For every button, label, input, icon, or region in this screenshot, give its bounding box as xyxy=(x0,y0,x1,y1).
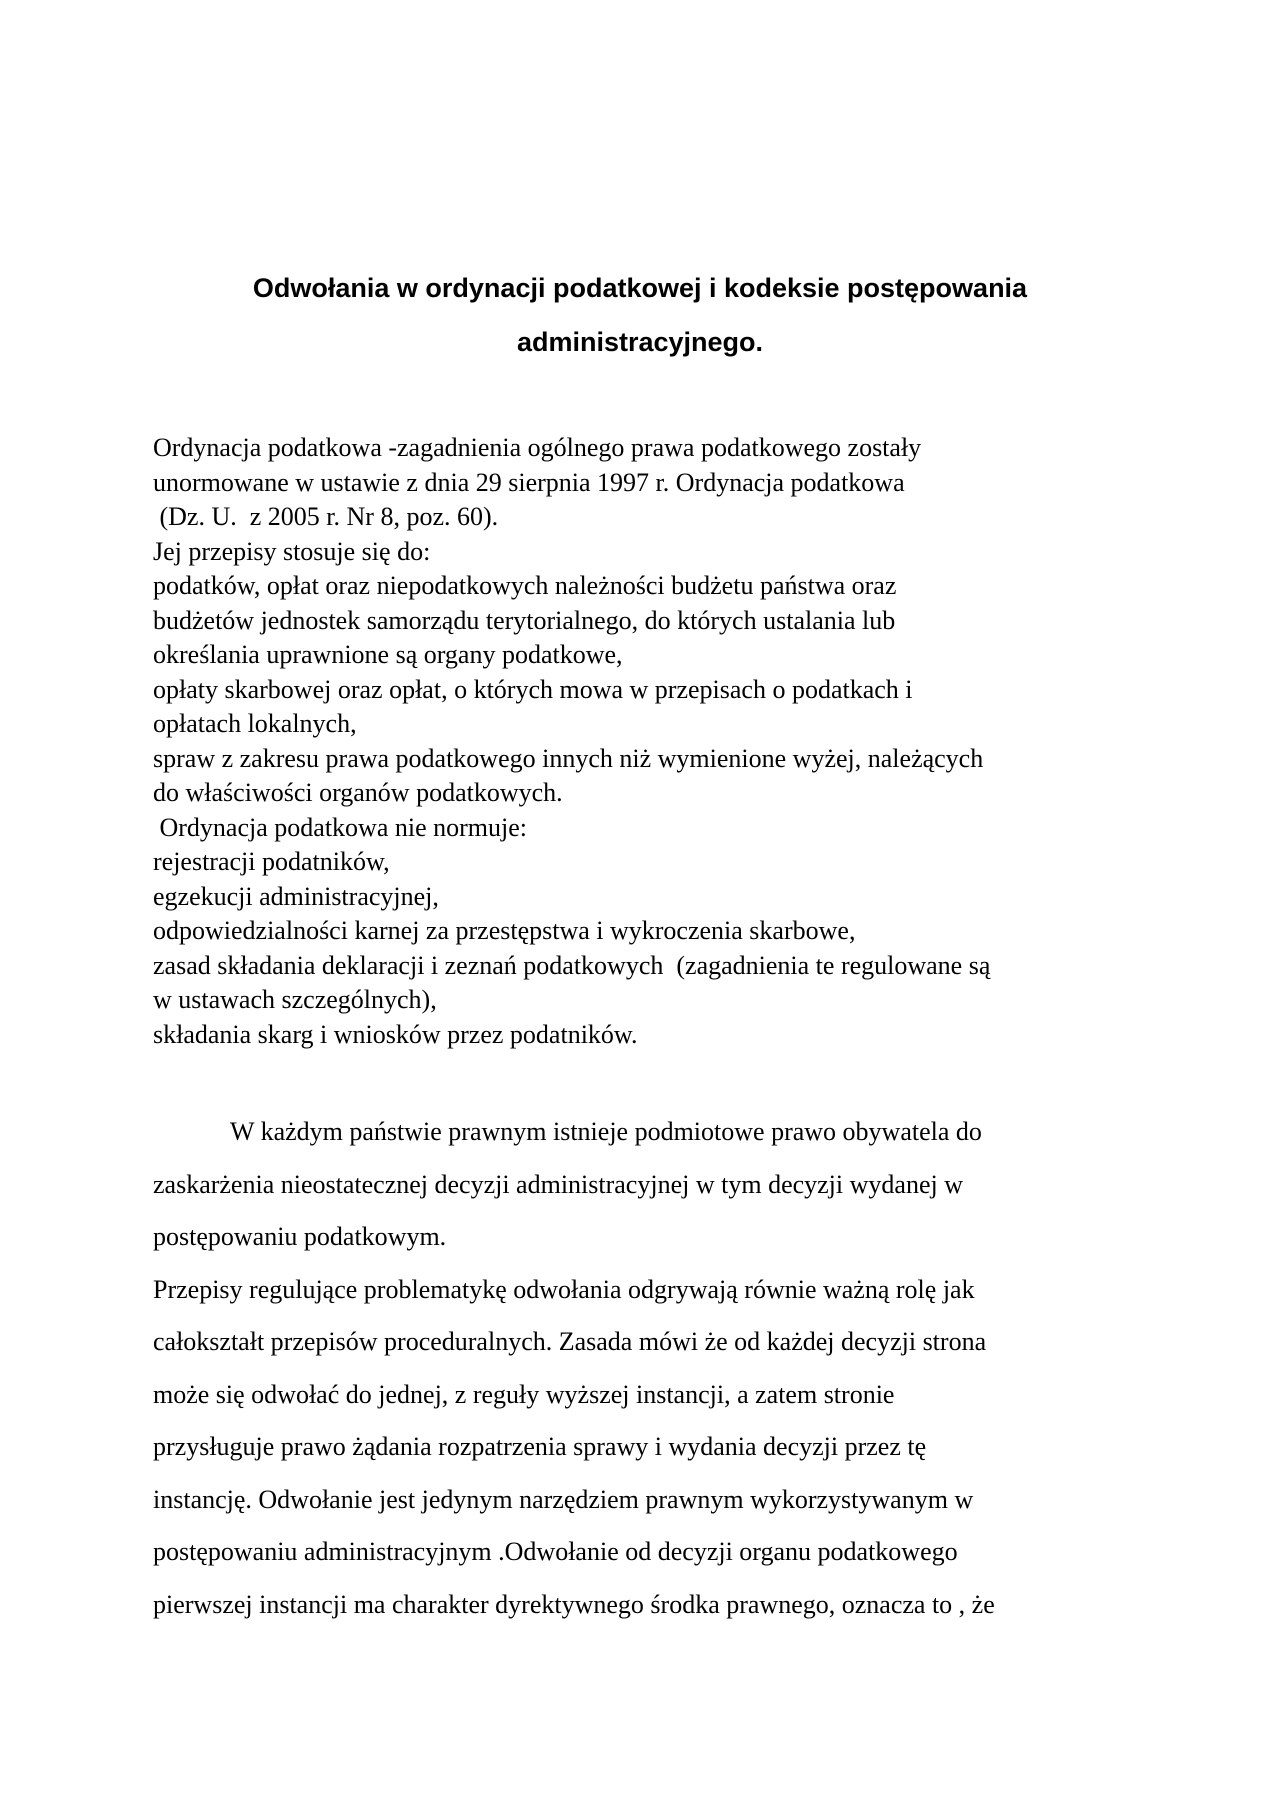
intro-line: odpowiedzialności karnej za przestępstwa i wykroczenia skarbowe, xyxy=(153,916,856,945)
body-section xyxy=(153,1106,1163,1631)
intro-line: egzekucji administracyjnej, xyxy=(153,881,439,911)
body-line: Przepisy regulujące problematykę odwołania odgrywają równie ważną rolę jak xyxy=(153,1274,975,1304)
body-line: pierwszej instancji ma charakter dyrektywnego środka prawnego, oznacza to , że xyxy=(153,1589,995,1619)
intro-line: Ordynacja podatkowa nie normuje: xyxy=(153,812,527,842)
document-title-line-2: administracyjnego. xyxy=(516,327,764,357)
intro-line: zasad składania deklaracji i zeznań podatkowych (zagadnienia te regulowane są xyxy=(153,950,991,980)
body-line: zaskarżenia nieostatecznej decyzji administracyjnej w tym decyzji wydanej w xyxy=(153,1169,963,1199)
body-line: instancję. Odwołanie jest jedynym narzędziem prawnym wykorzystywanym w xyxy=(153,1484,974,1514)
intro-line: budżetów jednostek samorządu terytorialnego, do których ustalania lub xyxy=(153,605,896,635)
body-line: całokształt przepisów proceduralnych. Zasada mówi że od każdej decyzji strona xyxy=(153,1327,987,1356)
intro-line: składania skarg i wniosków przez podatników. xyxy=(153,1019,638,1049)
body-line: może się odwołać do jednej, z reguły wyższej instancji, a zatem stronie xyxy=(153,1379,895,1409)
intro-line: w ustawach szczególnych), xyxy=(153,985,437,1014)
intro-line: określania uprawnione są organy podatkowe, xyxy=(153,640,623,669)
intro-line: spraw z zakresu prawa podatkowego innych niż wymienione wyżej, należących xyxy=(153,743,984,773)
intro-line: Jej przepisy stosuje się do: xyxy=(153,536,431,566)
intro-line: podatków, opłat oraz niepodatkowych należności budżetu państwa oraz xyxy=(153,571,897,600)
intro-line: rejestracji podatników, xyxy=(153,847,390,876)
document-title-line-1: Odwołania w ordynacji podatkowej i kodeksie postępowania xyxy=(252,273,1028,303)
intro-line: opłaty skarbowej oraz opłat, o których mowa w przepisach o podatkach i xyxy=(153,674,913,704)
intro-line: (Dz. U. z 2005 r. Nr 8, poz. 60). xyxy=(153,502,499,531)
intro-line: Ordynacja podatkowa -zagadnienia ogólnego prawa podatkowego zostały xyxy=(153,433,922,462)
intro-line: do właściwości organów podatkowych. xyxy=(153,778,563,807)
body-line: W każdym państwie prawnym istnieje podmiotowe prawo obywatela do xyxy=(230,1117,982,1146)
intro-section xyxy=(153,431,1163,1052)
body-line: przysługuje prawo żądania rozpatrzenia sprawy i wydania decyzji przez tę xyxy=(153,1432,927,1461)
intro-line: unormowane w ustawie z dnia 29 sierpnia 1997 r. Ordynacja podatkowa xyxy=(153,467,905,497)
body-line: postępowaniu administracyjnym .Odwołanie od decyzji organu podatkowego xyxy=(153,1537,958,1566)
body-line: postępowaniu podatkowym. xyxy=(153,1222,447,1251)
intro-line: opłatach lokalnych, xyxy=(153,709,357,738)
